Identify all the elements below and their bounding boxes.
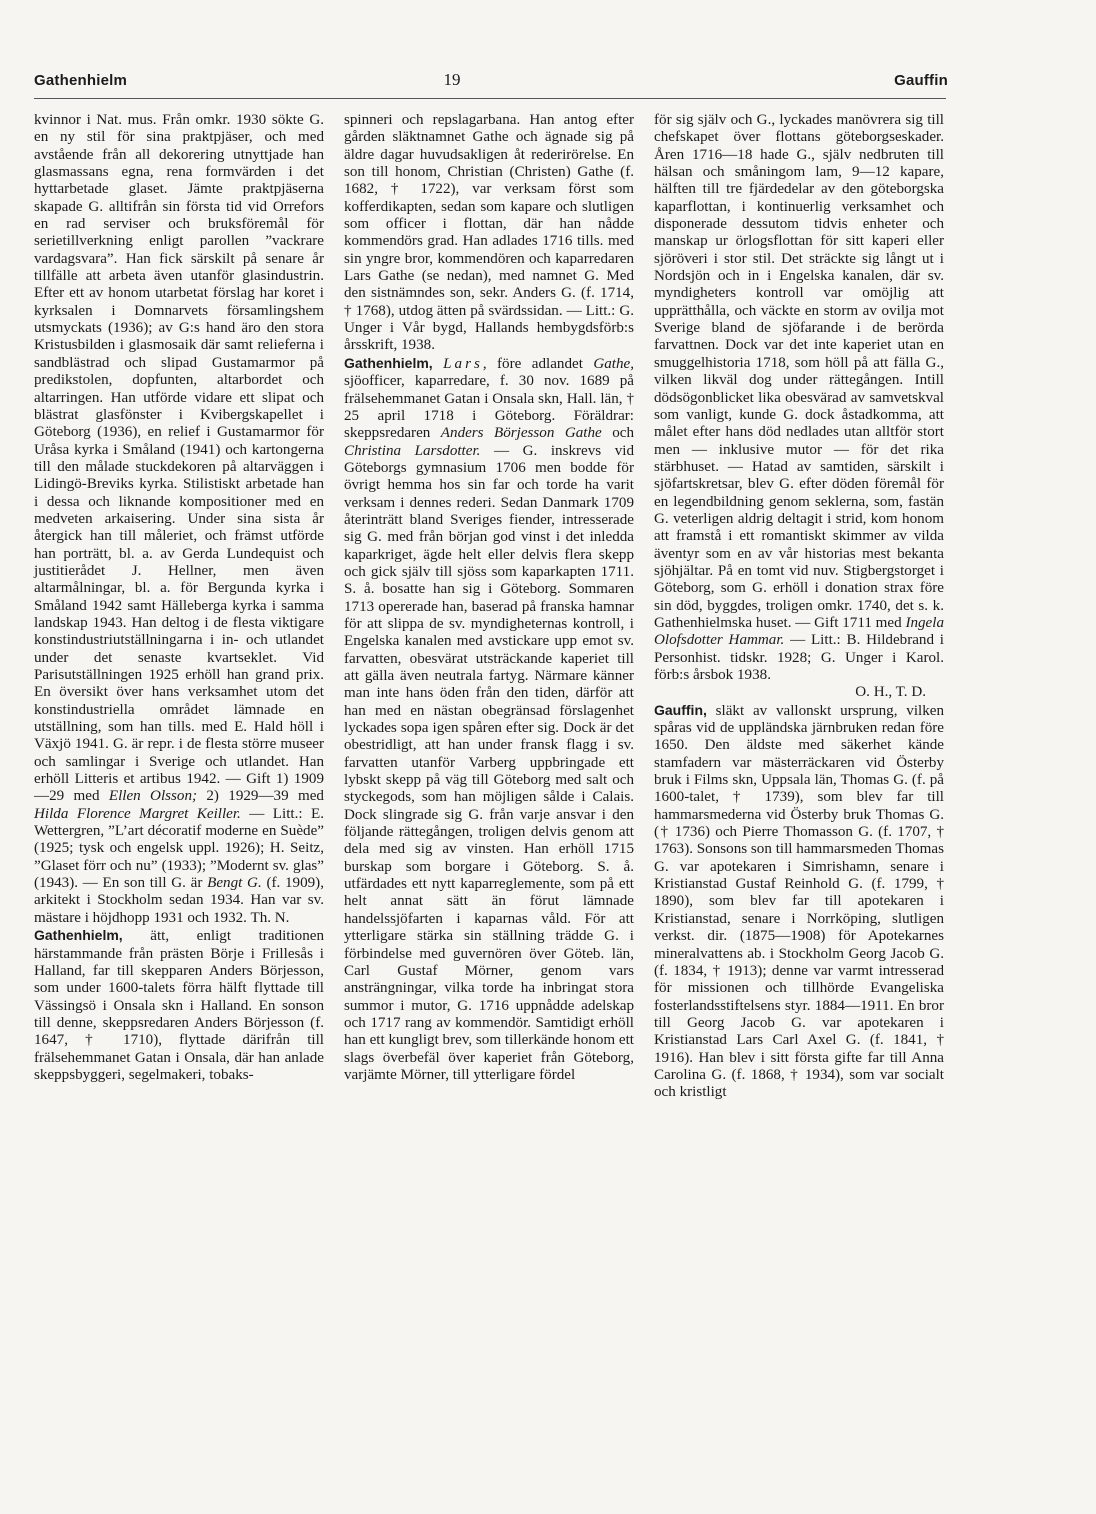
text-run: — G. inskrevs vid Göteborgs gymnasium 1706 men bodde för övrigt hemma hos sin far och torde ha varit verksam i dennes rederi. Sedan Danmark 1709 återinträtt bland Sveriges fiender, intresserade sig G. med från början god vinst i det inledda kaparkriget, ägde helt eller delvis flera skepp och gick själv till sjöss som kaparkapten 1711. S. å. bosatte han sig i Göteborg. Sommaren 1713 opererade han, baserad på franska hamnar för att slippa de sv. myndigheternas kontroll, i Engelska kanalen med avstickare upp emot sv. farvatten, obesvärat utsträckande kaperiet till att gälla även neutrala fartyg. Närmare känner man inte hans öden från den tiden, därför att han med en nästan obegränsad förslagenhet lyckades sopa igen spåren efter sig. Dock är det obestridligt, att han under fransk flagg i sv. farvatten utanför Varberg uppbringade ett lybskt skepp på väg till Göteborg med salt och styckegods, som han möjligen sålde i Calais. Dock slingrade sig G. från varje ansvar i den följande rättegången, troligen delvis genom att dela med sig av vinsten. Han erhöll 1715 burskap som borgare i Göteborg. S. å. utfärdades ett nytt kaparreglemente, som på ett helt annat sätt än förut lämnade handelssjöfarten i kaparnas våld. För att ytterligare stärka sin ställning trädde G. i förbindelse med guvernören över Göteb. län, Carl Gustaf Mörner, genom vars ansträngningar, vilka torde ha inbringat stora summor i mutor, G. 1716 uppnådde adelskap och 1717 rang av kommendör. Samtidigt erhöll han ett kungligt brev, som tillerkände honom ett slags överbefäl över kaperiet från Göteborg, varjämte Mörner, till ytterligare fördel — [344, 442, 634, 1083]
column-3-paragraph-2 — [654, 702, 944, 1102]
text-run: (f. 1909), arkitekt i Stockholm sedan 1934. Han var sv. mästare i höjdhopp 1931 och 1932. — [34, 875, 324, 926]
entry-headword: Gathenhielm, — [34, 927, 123, 944]
italic-name: Gathe, — [593, 355, 634, 372]
column-1-paragraph-2 — [34, 927, 324, 1084]
text-run: — Litt.: B. Hildebrand i Personhist. tidskr. 1928; G. Unger i Karol. förb:s årsbok 1938. — [654, 632, 944, 683]
text-run: släkt av vallonskt ursprung, vilken spåras vid de uppländska järnbruken redan före 1650. Den äldste med säkerhet kände stamfadern var mästerräckaren vid Österby bruk i Films skn, Uppsala län, Thomas G. (f. på 1600-talet, † 1739), som blev far till hammarsmederna vid Österby bruk Thomas G. († 1736) och Pierre Thomasson G. (f. 1707, † 1763). Sonsons son till hammarsmeden Thomas G. var apotekaren i Simrishamn, senare i Kristianstad Gustaf Reinhold G. (f. 1799, † 1890), som blev far till apotekaren i Kristianstad, senare i Norrköping, slutligen verkst. dir. (1875—1908) för Apotekarnes mineralvattens ab. i Stockholm Georg Jacob G. (f. 1834, † 1913); denne var varmt intresserad för missionen och tillhörde Evangeliska fosterlandsstiftelsens styr. 1884—1911. En bror till Georg Jacob G. var apotekaren i Kristianstad Lars Carl Axel G. (f. 1841, † 1916). Han blev i sitt första gifte far till Anna Carolina G. (f. 1868, † 1934), som var socialt och kristligt — [654, 702, 944, 1101]
text-run: 2) 1929—39 med — [197, 788, 324, 805]
entry-headword: Gathenhielm, — [344, 354, 433, 371]
italic-name: Christina Larsdotter. — [344, 442, 481, 459]
author-signature: Th. N. — [246, 909, 290, 926]
italic-name: Anders Börjesson Gathe — [440, 425, 602, 442]
header-left-entry: Gathenhielm — [34, 72, 128, 89]
text-run: och — [601, 425, 634, 442]
page-number: 19 — [443, 70, 461, 89]
column-3-paragraph-1 — [654, 112, 944, 684]
column-1-paragraph-1 — [34, 112, 324, 927]
text-run: — Litt.: E. Wettergren, ”L’art décoratif moderne en Suède” (1925; tysk och engelsk uppl. 1926); H. Seitz, ”Glaset förr och nu” (1933); ”Modernt sv. glas” (1943). — En son till G. är — [34, 805, 324, 892]
text-run: , före adlandet — [482, 355, 594, 372]
text-run: för sig själv och G., lyckades manövrera sig till chefskapet över flottans göteborgseskader. Åren 1716—18 hade G., själv nedbruten till hälsan och småningom lam, 9—12 kapare, hälften till tre fjärdedelar av den göteborgska kaparflottan, i kontinuerlig verksamhet och disponerade dessutom tidvis enheter och manskap ur örlogsflottan för sitt kaperi eller sjöröveri i stor stil. Det sträckte sig långt ut i Nordsjön och in i Engelska kanalen, där sv. myndigheters kontroll var omöjlig att upprätthålla, och väckte en storm av ovilja mot Sverige bland de sjöfarande i de berörda farvattnen. Dock var det inte kaperiet utan en smuggelhistoria 1718, som höll på att fälla G., vilken likväl dog under rättegången. Intill dödsögonblicket lika obesvärad av samvetskval som vanligt, kunde G. dock åstadkomma, att målet efter hans död nedlades utan alltför stort men — inklusive mutor — för det rika stärbhuset. — Hatad av samtiden, särskilt i sjöfartskretsar, blev G. efter döden föremål för en legendbildning genom seklerna, som, fastän G. veterligen aldrig deltagit i strid, kom honom att framstå i ett romantiskt skimmer av vilda äventyr som en av vår historias mest bekanta sjöhjältar. På en tomt vid nuv. Stigbergstorget i Göteborg, som G. erhöll i donation strax före sin död, byggdes, troligen omkr. 1740, det s. k. Gathenhielmska huset. — Gift 1711 med — [654, 112, 944, 631]
text-columns — [34, 112, 944, 1412]
column-2 — [344, 112, 634, 1084]
italic-name: Ellen Olsson; — [108, 788, 198, 805]
author-signature: O. H., T. D. — [855, 684, 926, 701]
column-3 — [654, 112, 944, 1102]
text-run: spinneri och repslagarbana. Han antog efter gården släktnamnet Gathe och ägnade sig på äldre dagar huvudsakligen åt rederirörelse. En son till honom, Christian (Christen) Gathe (f. 1682, † 1722), var verksam först som kofferdikapten, sedan som kapare och slutligen som officer i flottan, där han nådde kommendörs grad. Han adlades 1716 tills. med sin yngre bror, kommendören och kaparredaren Lars Gathe (se nedan), med namnet G. Med den sistnämndes son, sekr. Anders G. (f. 1714, † 1768), utdog ätten på svärdssidan. — Litt.: G. Unger i Vår bygd, Hallands hembygdsförb:s årsskrift, 1938. — [344, 112, 634, 354]
italic-name: Ingela Olofsdotter Hammar. — [654, 614, 944, 649]
text-run: kvinnor i Nat. mus. Från omkr. 1930 sökte G. en ny stil för sina praktpjäser, och med avstående från all dekorering utnyttjade han glasmassans egna, rena formvärden i det hyttarbetade glaset. Jämte praktpjäserna skapade G. alltifrån sin första tid vid Orrefors en rad serviser och bruksföremål för serietillverkning enligt parollen ”vackrare vardagsvara”. Han fick särskilt på senare år tillfälle att arbeta även utanför glasindustrin. Efter ett av honom utarbetat förslag har koret i kyrksalen i Domnarvets församlingshem utsmyckats (1936); av G:s hand äro den stora Kristusbilden i glasmosaik där samt relieferna i sandblästrad och slipad Gustamarmor på predikstolen, dopfunten, altarbordet och altarringen. Han utförde vidare ett slipat och blästrat glasfönster i Kvibergskapellet i Göteborg (1936), en relief i Gustamarmor för Uråsa kyrka i Småland (1941) och kartongerna till den målade stuckdekoren på altarväggen i Lidingö-Breviks kyrka. Stilistiskt arbetade han i dessa och liknande kompositioner med en medveten arkaisering. Under sina sista år återgick han till måleriet, och främst utförde han porträtt, bl. a. av Gerda Lundequist och justitierådet J. Hellner, men även altarmålningar, bl. a. för Bergunda kyrka i Småland 1942 samt Hälleberga kyrka i samma landskap 1943. Han deltog i de flesta viktigare konstindustriutställningarna i in- och utlandet under det senaste kvartseklet. Vid Parisutställningen 1925 erhöll han grand prix. En översikt över hans verksamhet utom det konstindustriella området lämnade en utställning, som han tills. med E. Hald höll i Växjö 1941. G. är repr. i de flesta större museer och samlingar i Sverige och utlandet. Han erhöll Litteris et artibus 1942. — Gift 1) 1909—29 med — [34, 112, 324, 805]
italic-name: Bengt G. — [207, 875, 262, 892]
running-header — [34, 62, 946, 99]
italic-name: Hilda Florence Margret Keiller. — [34, 805, 241, 822]
page-number-wrap — [34, 70, 946, 90]
column-1 — [34, 112, 324, 1084]
entry-headword: Gauffin, — [654, 701, 707, 718]
column-2-paragraph-2 — [344, 355, 634, 1084]
text-run: sjöofficer, kaparredare, f. 30 nov. 1689 på frälsehemmanet Gatan i Onsala skn, Hall. län, † 25 april 1718 i Göteborg. Föräldrar: skeppsredaren — [344, 373, 634, 442]
column-2-paragraph-1 — [344, 112, 634, 355]
header-right-entry: Gauffin — [894, 72, 948, 89]
text-run: ätt, enligt traditionen härstammande från prästen Börje i Frillesås i Halland, far till skepparen Anders Börjesson, som under 1600-talets förra hälft flyttade till Vässingsö i Onsala skn i Halland. En sonson till denne, skeppsredaren Anders Börjesson (f. 1647, † 1710), flyttade därifrån till frälsehemmanet Gatan i Onsala, där han anlade skeppsbyggeri, segelmakeri, tobaks- — [34, 928, 324, 1083]
spaced-given-name: Lars — [443, 355, 483, 372]
